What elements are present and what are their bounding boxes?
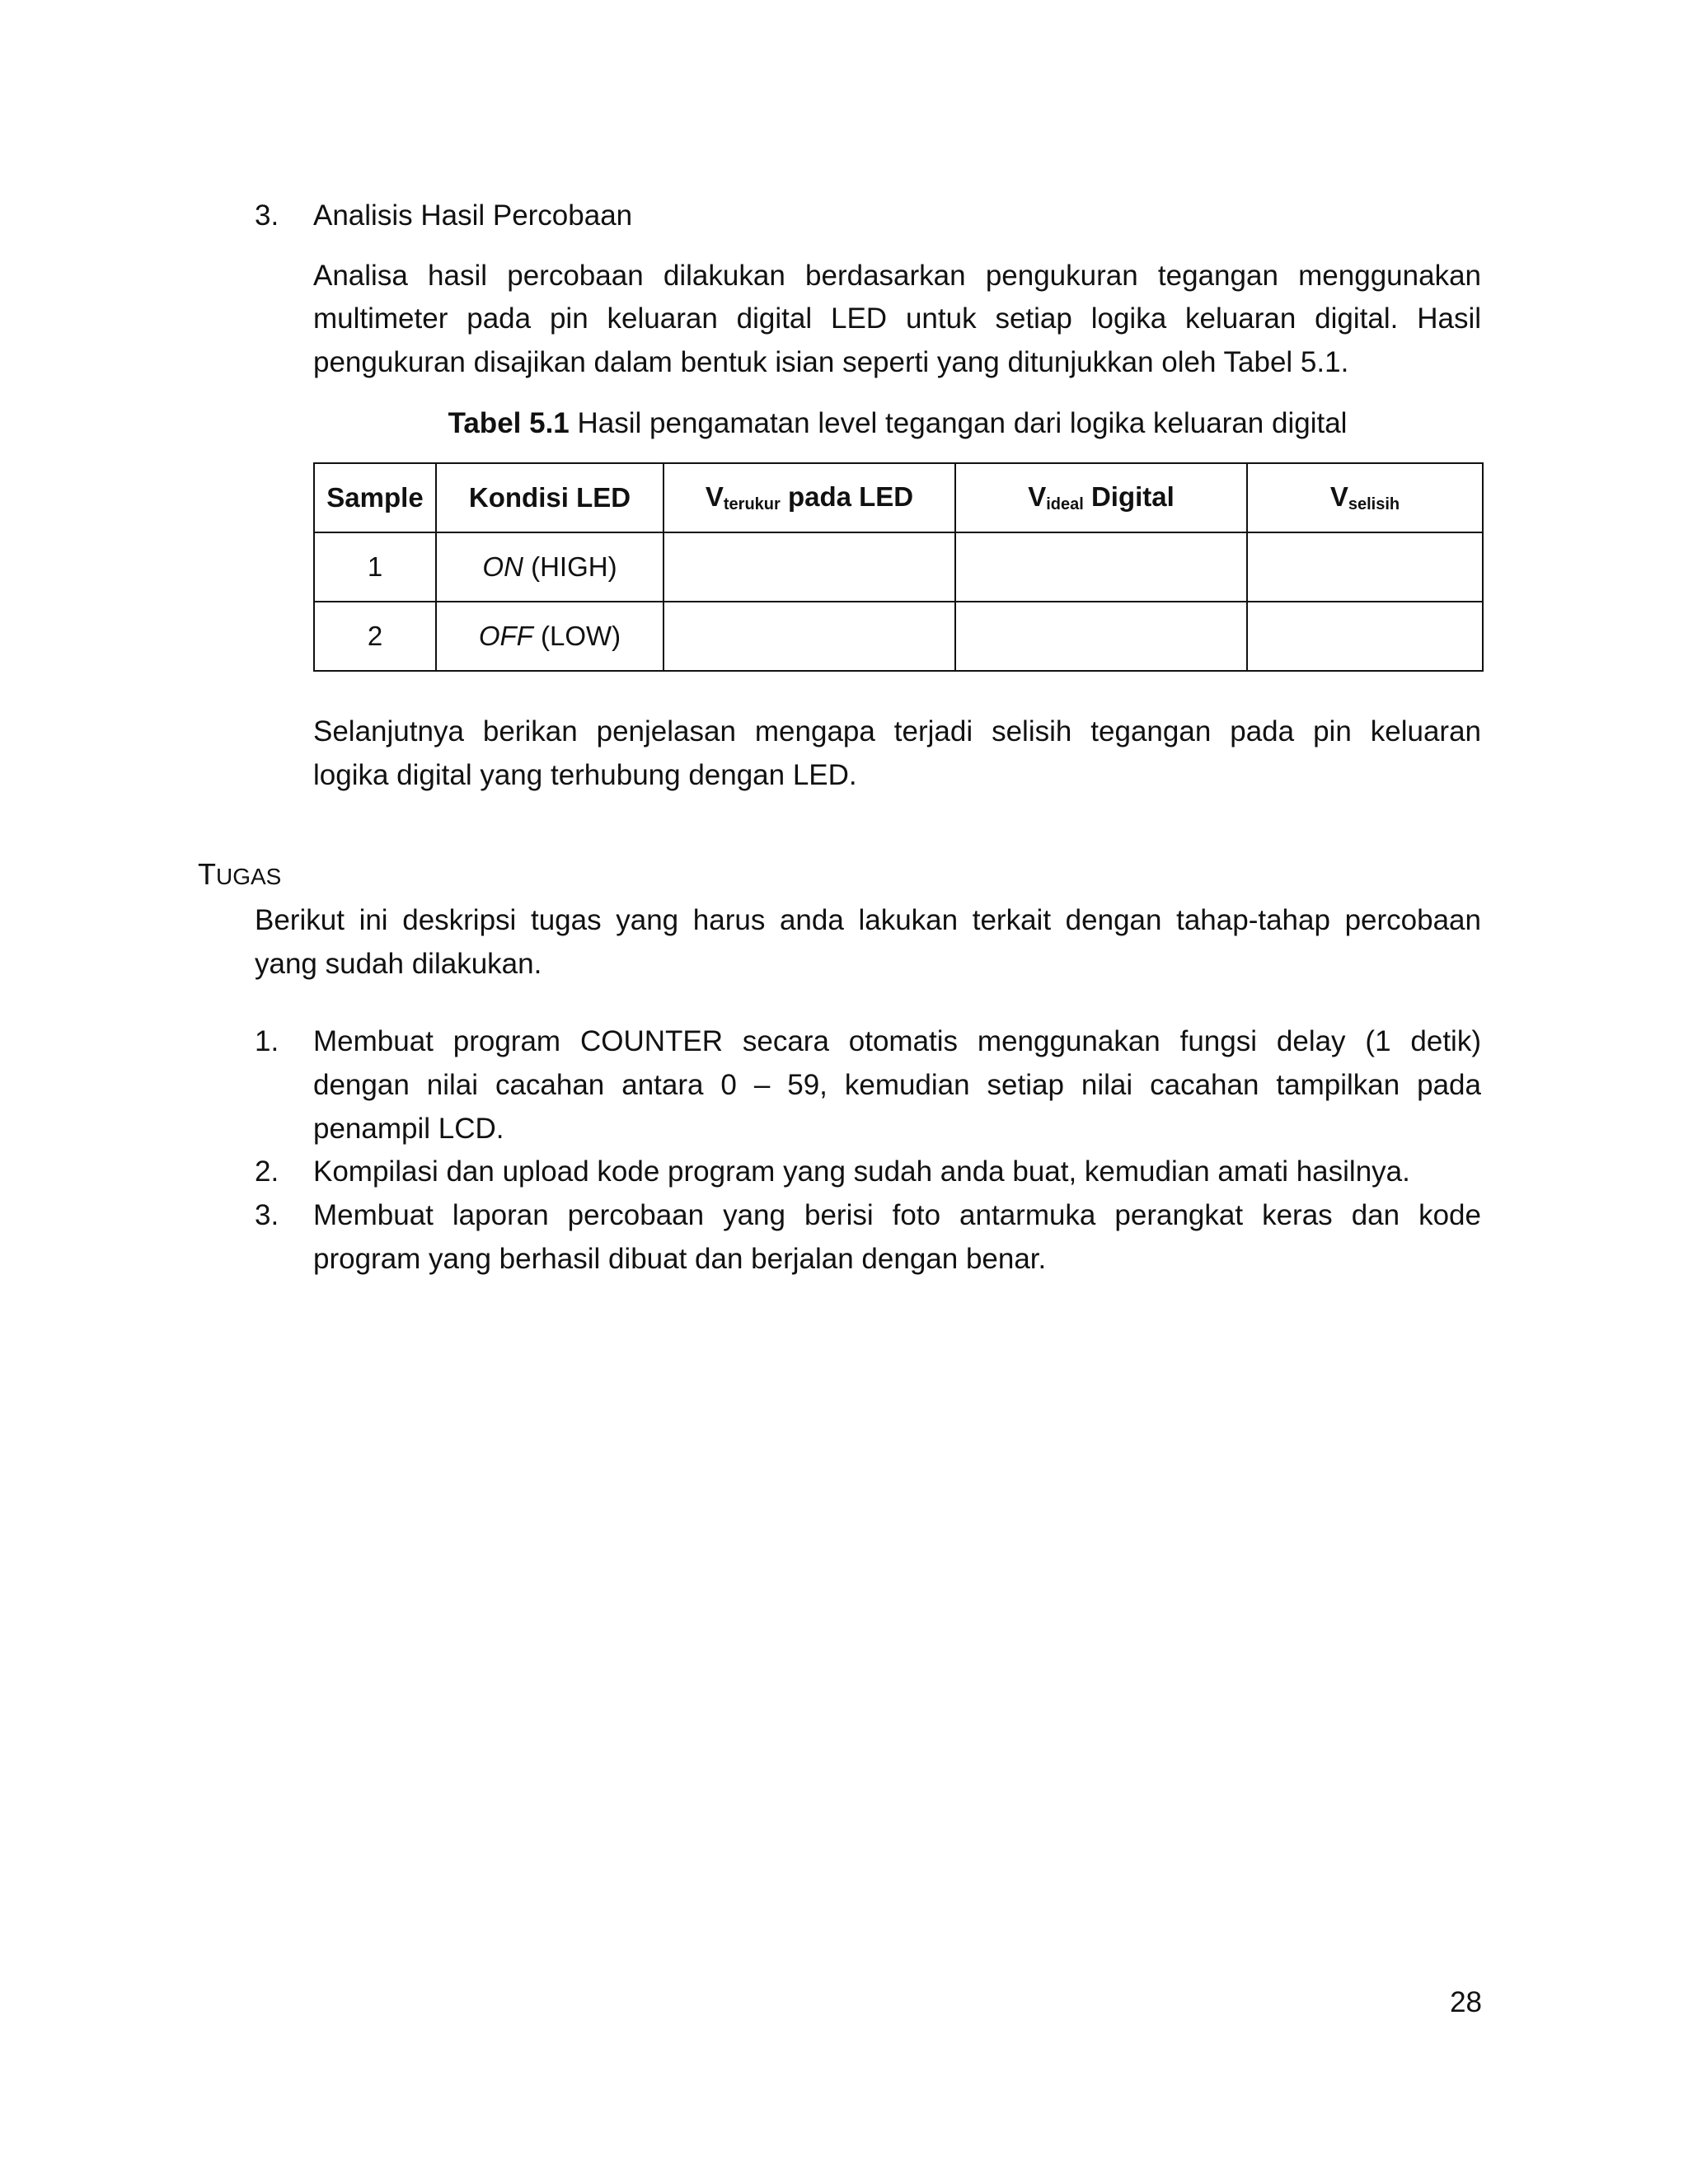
paragraph-line: Analisa hasil percobaan dilakukan berdasarkan pengukuran tegangan menggunakan bbox=[313, 260, 1481, 292]
page-number: 28 bbox=[1450, 1986, 1482, 2018]
table-header-row bbox=[314, 463, 1483, 532]
table-row bbox=[314, 532, 1483, 602]
list-item-line: dengan nilai cacahan antara 0 – 59, kemudian setiap nilai cacahan tampilkan pada bbox=[313, 1069, 1481, 1101]
cell-vterukur bbox=[663, 602, 955, 671]
header-vterukur: $V_{terukur}$ pada LED bbox=[663, 463, 955, 532]
tugas-heading: TUGAS bbox=[198, 857, 282, 891]
list-item-line: Kompilasi dan upload kode program yang sudah anda buat, kemudian amati hasilnya. bbox=[313, 1155, 1410, 1188]
table-caption-text: Hasil pengamatan level tegangan dari logika keluaran digital bbox=[569, 407, 1348, 439]
list-item-number: 2. bbox=[255, 1155, 279, 1188]
paragraph-line: pengukuran disajikan dalam bentuk isian seperti yang ditunjukkan oleh Tabel 5.1. bbox=[313, 346, 1349, 378]
cell-vselisih bbox=[1247, 532, 1483, 602]
paragraph-line: Selanjutnya berikan penjelasan mengapa terjadi selisih tegangan pada pin keluaran bbox=[313, 715, 1481, 748]
observation-table bbox=[313, 462, 1484, 672]
header-vselisih: $V_{selisih}$ bbox=[1247, 463, 1483, 532]
header-sample: Sample bbox=[314, 463, 436, 532]
section-number: 3. bbox=[255, 199, 279, 232]
cell-kondisi: OFF (LOW) bbox=[436, 602, 663, 671]
cell-vselisih bbox=[1247, 602, 1483, 671]
list-item-number: 1. bbox=[255, 1025, 279, 1057]
table-caption-label: Tabel 5.1 bbox=[448, 407, 570, 439]
cell-vterukur bbox=[663, 532, 955, 602]
cell-videal bbox=[955, 602, 1247, 671]
cell-sample: 1 bbox=[314, 532, 436, 602]
list-item-line: penampil LCD. bbox=[313, 1113, 504, 1145]
tugas-intro-line: Berikut ini deskripsi tugas yang harus anda lakukan terkait dengan tahap-tahap percobaan bbox=[255, 904, 1481, 936]
paragraph-line: multimeter pada pin keluaran digital LED untuk setiap logika keluaran digital. Hasil bbox=[313, 302, 1481, 335]
list-item-line: Membuat program COUNTER secara otomatis menggunakan fungsi delay (1 detik) bbox=[313, 1025, 1481, 1057]
header-videal: $V_{ideal}$ Digital bbox=[955, 463, 1247, 532]
list-item-line: Membuat laporan percobaan yang berisi foto antarmuka perangkat keras dan kode bbox=[313, 1199, 1481, 1231]
header-kondisi: Kondisi LED bbox=[436, 463, 663, 532]
table-caption bbox=[313, 407, 1482, 440]
cell-kondisi: ON (HIGH) bbox=[436, 532, 663, 602]
table-row bbox=[314, 602, 1483, 671]
tugas-intro-line: yang sudah dilakukan. bbox=[255, 948, 542, 980]
paragraph-line: logika digital yang terhubung dengan LED. bbox=[313, 759, 857, 791]
cell-videal bbox=[955, 532, 1247, 602]
section-title: Analisis Hasil Percobaan bbox=[313, 199, 633, 232]
list-item-number: 3. bbox=[255, 1199, 279, 1231]
cell-sample: 2 bbox=[314, 602, 436, 671]
list-item-line: program yang berhasil dibuat dan berjalan dengan benar. bbox=[313, 1243, 1047, 1275]
